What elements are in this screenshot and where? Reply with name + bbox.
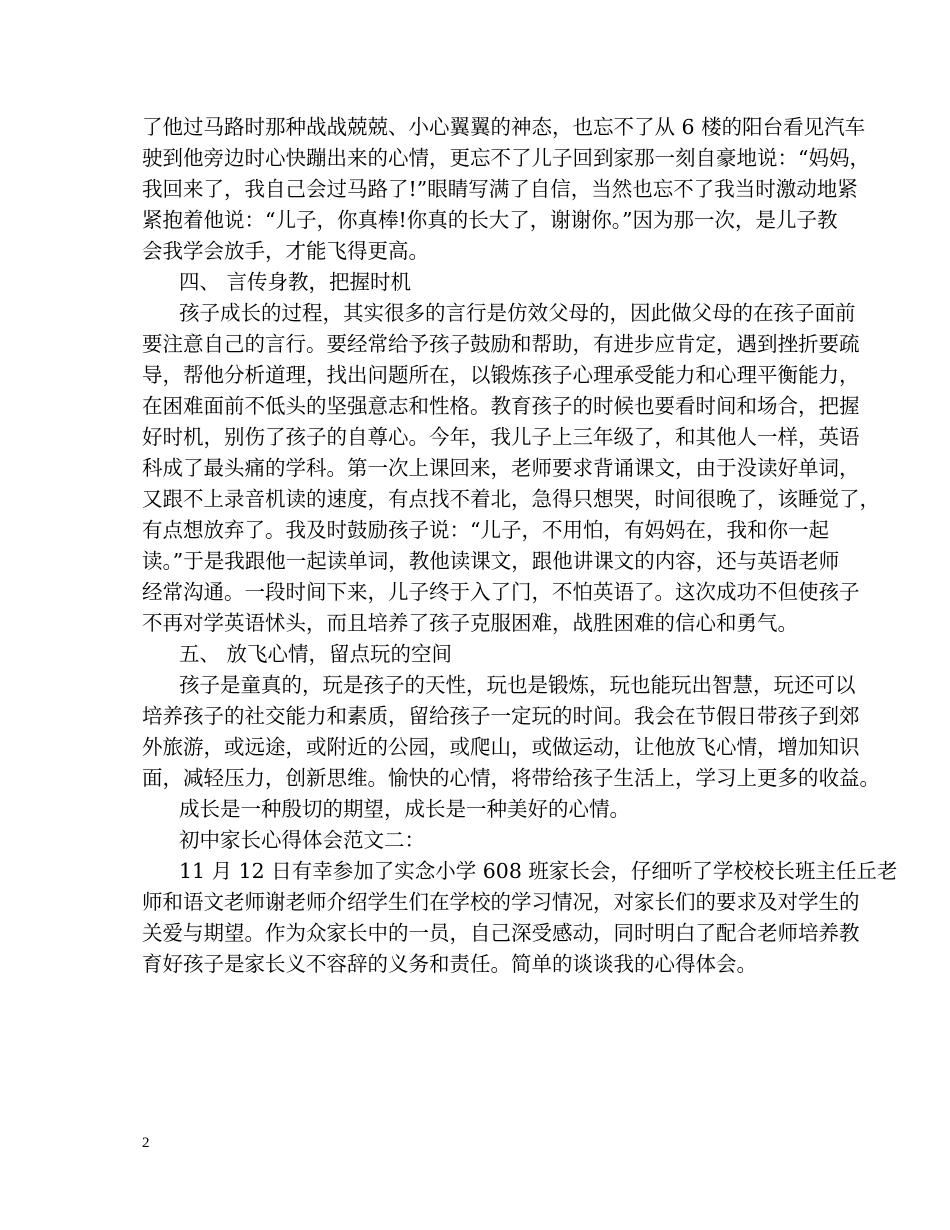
text-line: 孩子是童真的，玩是孩子的天性，玩也是锻炼，玩也能玩出智慧，玩还可以 (179, 673, 856, 697)
text-line: 初中家长心得体会范文二： (179, 828, 425, 852)
text-line: 四、 言传身教，把握时机 (179, 270, 412, 294)
page-number: 2 (142, 1135, 150, 1151)
text-line: 要注意自己的言行。要经常给予孩子鼓励和帮助，有进步应肯定，遇到挫折要疏 (142, 332, 860, 356)
text-line: 又跟不上录音机读的速度，有点找不着北，急得只想哭，时间很晚了，该睡觉了， (142, 487, 880, 511)
text-line: 成长是一种殷切的期望，成长是一种美好的心情。 (179, 797, 630, 821)
text-line: 五、 放飞心情，留点玩的空间 (179, 642, 453, 666)
text-line: 驶到他旁边时心快蹦出来的心情，更忘不了儿子回到家那一刻自豪地说：“妈妈， (142, 146, 870, 170)
text-line: 有点想放弃了。我及时鼓励孩子说：“儿子，不用怕，有妈妈在，我和你一起 (142, 518, 829, 542)
text-line: 在困难面前不低头的坚强意志和性格。教育孩子的时候也要看时间和场合，把握 (142, 394, 860, 418)
text-line: 师和语文老师谢老师介绍学生们在学校的学习情况，对家长们的要求及对学生的 (142, 890, 860, 914)
text-line: 紧抱着他说：“儿子，你真棒!你真的长大了，谢谢你。”因为那一次，是儿子教 (142, 208, 838, 232)
text-line: 面，减轻压力，创新思维。愉快的心情，将带给孩子生活上，学习上更多的收益。 (142, 766, 880, 790)
text-line: 育好孩子是家长义不容辞的义务和责任。简单的谈谈我的心得体会。 (142, 952, 757, 976)
text-line: 了他过马路时那种战战兢兢、小心翼翼的神态，也忘不了从 6 楼的阳台看见汽车 (142, 115, 866, 139)
text-line: 科成了最头痛的学科。第一次上课回来，老师要求背诵课文，由于没读好单词， (142, 456, 860, 480)
text-line: 我回来了，我自己会过马路了!”眼睛写满了自信，当然也忘不了我当时激动地紧 (142, 177, 858, 201)
text-line: 好时机，别伤了孩子的自尊心。今年，我儿子上三年级了，和其他人一样，英语 (142, 425, 860, 449)
text-line: 经常沟通。一段时间下来，儿子终于入了门，不怕英语了。这次成功不但使孩子 (142, 580, 860, 604)
text-line: 读。”于是我跟他一起读单词，教他读课文，跟他讲课文的内容，还与英语老师 (142, 549, 840, 573)
text-line: 11 月 12 日有幸参加了实念小学 608 班家长会，仔细听了学校校长班主任丘老 (179, 859, 898, 883)
text-line: 会我学会放手，才能飞得更高。 (142, 239, 429, 263)
document-body (142, 112, 898, 980)
text-line: 导，帮他分析道理，找出问题所在，以锻炼孩子心理承受能力和心理平衡能力， (142, 363, 860, 387)
text-line: 孩子成长的过程，其实很多的言行是仿效父母的，因此做父母的在孩子面前 (179, 301, 856, 325)
text-line: 外旅游，或远途，或附近的公园，或爬山，或做运动，让他放飞心情，增加知识 (142, 735, 860, 759)
text-line: 不再对学英语怵头，而且培养了孩子克服困难，战胜困难的信心和勇气。 (142, 611, 798, 635)
text-line: 关爱与期望。作为众家长中的一员，自己深受感动，同时明白了配合老师培养教 (142, 921, 860, 945)
text-line: 培养孩子的社交能力和素质，留给孩子一定玩的时间。我会在节假日带孩子到郊 (142, 704, 860, 728)
